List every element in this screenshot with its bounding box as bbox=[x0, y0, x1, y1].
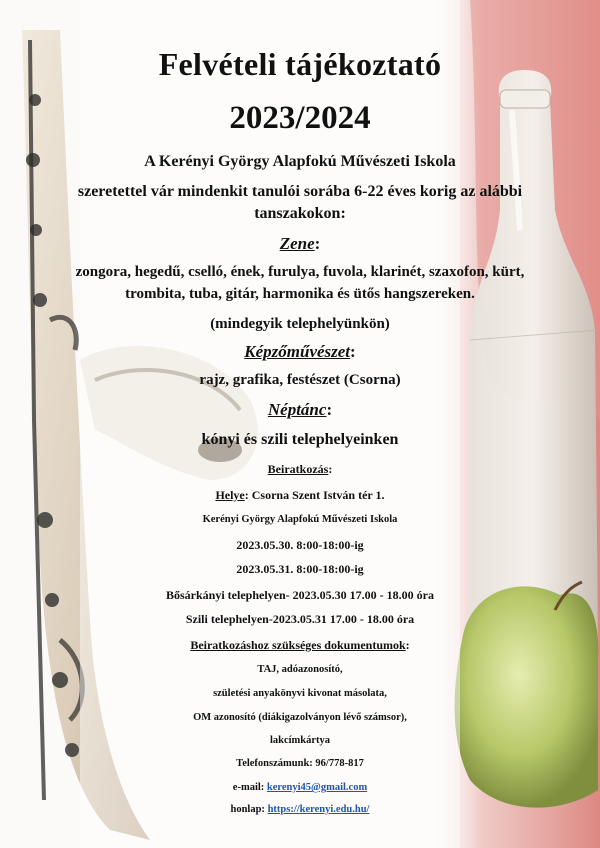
kepzo-line: rajz, grafika, festészet (Csorna) bbox=[199, 372, 401, 388]
beiratkozas-school: Kerényi György Alapfokú Művészeti Iskola bbox=[202, 514, 398, 525]
docs-item: TAJ, adóazonosító, bbox=[257, 664, 343, 675]
beiratkozas-place bbox=[0, 488, 600, 503]
school-name: A Kerényi György Alapfokú Művészeti Iskola bbox=[144, 153, 456, 170]
neptanc-heading bbox=[0, 400, 600, 420]
beiratkozas-site-2: Szili telephelyen-2023.05.31 17.00 - 18.00 óra bbox=[185, 612, 415, 626]
beiratkozas-site-1: Bősárkányi telephelyen- 2023.05.30 17.00 - 18.00 óra bbox=[166, 588, 434, 602]
zene-heading bbox=[0, 234, 600, 254]
kepzo-heading-text: Képzőművészet bbox=[244, 342, 351, 361]
docs-item: születési anyakönyvi kivonat másolata, bbox=[213, 688, 387, 699]
zene-line-2: trombita, tuba, gitár, harmonika és ütős hangszereken. bbox=[125, 286, 475, 302]
docs-heading-text: Beiratkozáshoz szükséges dokumentumok bbox=[190, 638, 406, 652]
school-year: 2023/2024 bbox=[229, 100, 371, 136]
contact-phone: Telefonszámunk: 96/778-817 bbox=[236, 758, 364, 769]
neptanc-line: kónyi és szili telephelyeinken bbox=[201, 431, 399, 448]
contact-email bbox=[0, 782, 600, 793]
email-label: e-mail: bbox=[232, 782, 267, 793]
website-link[interactable]: https://kerenyi.edu.hu/ bbox=[267, 804, 370, 815]
kepzo-heading bbox=[0, 342, 600, 362]
docs-item: lakcímkártya bbox=[269, 735, 331, 746]
intro-line-1: szeretettel vár mindenkit tanulói sorába 6-22 éves korig az alábbi bbox=[77, 183, 523, 200]
zene-heading-text: Zene bbox=[279, 234, 315, 253]
email-link[interactable]: kerenyi45@gmail.com bbox=[266, 782, 368, 793]
place-value: : Csorna Szent István tér 1. bbox=[244, 488, 385, 502]
beiratkozas-date-2: 2023.05.31. 8:00-18:00-ig bbox=[236, 562, 364, 576]
docs-heading bbox=[0, 638, 600, 653]
kepzo-heading-colon: : bbox=[350, 342, 356, 361]
zene-line-1: zongora, hegedű, cselló, ének, furulya, fuvola, klarinét, szaxofon, kürt, bbox=[75, 264, 525, 280]
beiratkozas-date-1: 2023.05.30. 8:00-18:00-ig bbox=[236, 538, 364, 552]
beiratkozas-heading-colon: : bbox=[328, 462, 333, 476]
page-title: Felvételi tájékoztató bbox=[158, 46, 442, 82]
docs-heading-colon: : bbox=[405, 638, 410, 652]
neptanc-heading-colon: : bbox=[326, 400, 333, 419]
intro-line-2: tanszakokon: bbox=[254, 205, 346, 222]
neptanc-heading-text: Néptánc bbox=[267, 400, 327, 419]
contact-web bbox=[0, 804, 600, 815]
docs-item: OM azonosító (diákigazolványon lévő számsor), bbox=[193, 712, 407, 723]
web-label: honlap: bbox=[230, 804, 268, 815]
zene-note: (mindegyik telephelyünkön) bbox=[210, 316, 390, 332]
zene-heading-colon: : bbox=[314, 234, 321, 253]
beiratkozas-heading bbox=[0, 462, 600, 477]
beiratkozas-heading-text: Beiratkozás bbox=[267, 462, 329, 476]
place-label: Helye bbox=[215, 488, 245, 502]
